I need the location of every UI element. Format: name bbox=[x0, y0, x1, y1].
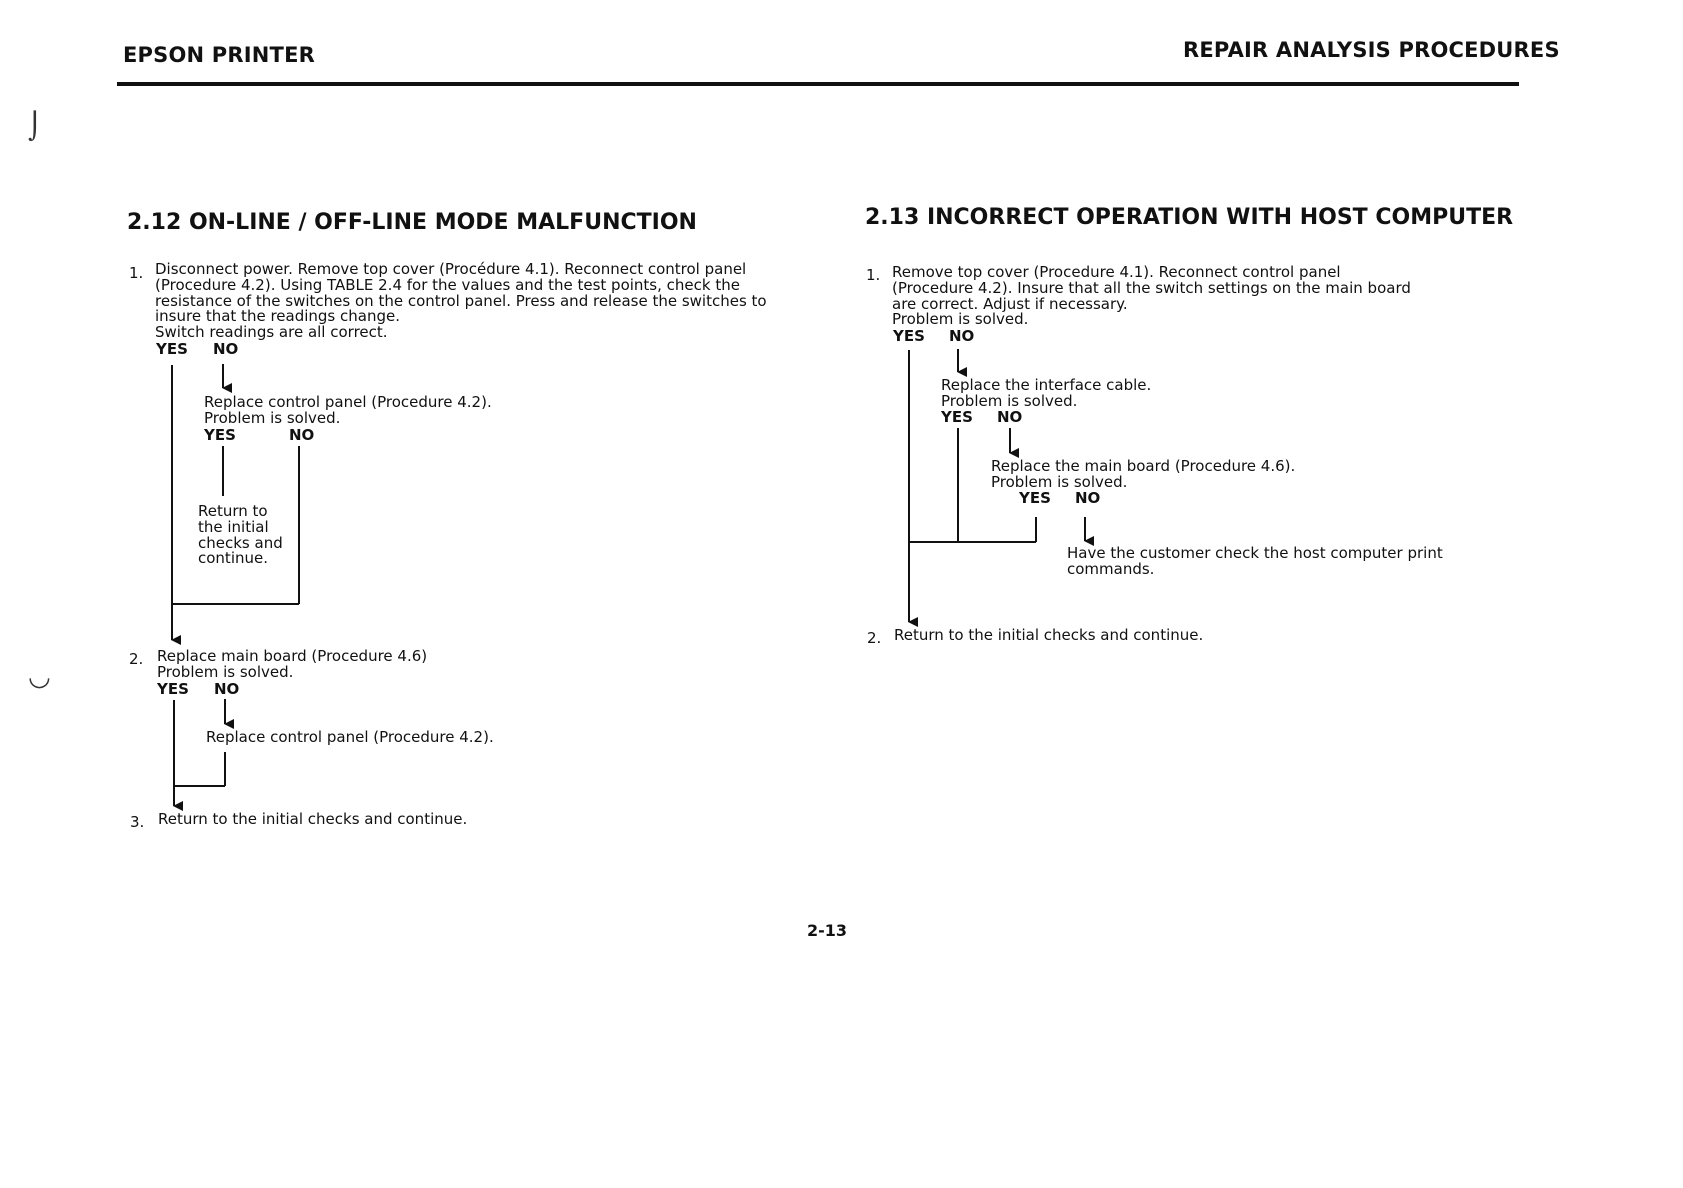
text-line: Replace the interface cable. bbox=[941, 376, 1152, 394]
step3-text: Return to the initial checks and continue. bbox=[158, 810, 468, 828]
text-line: Problem is solved. bbox=[157, 662, 294, 681]
no-label: NO bbox=[213, 340, 239, 358]
text-line: Disconnect power. Remove top cover (Procédure 4.1). Reconnect control panel bbox=[155, 260, 747, 278]
text-line: Replace control panel (Procedure 4.2). bbox=[204, 393, 492, 411]
yes-label: YES bbox=[157, 680, 189, 698]
text-line: insure that the readings change. bbox=[155, 307, 400, 326]
text-line: checks and bbox=[198, 533, 283, 552]
text-line: Problem is solved. bbox=[941, 391, 1078, 410]
text-line: (Procedure 4.2). Insure that all the switch settings on the main board bbox=[892, 278, 1411, 297]
text-line: continue. bbox=[198, 549, 268, 568]
no-label: NO bbox=[214, 680, 240, 698]
text-line: the initial bbox=[198, 517, 269, 536]
no-label: NO bbox=[997, 408, 1023, 426]
text-line: are correct. Adjust if necessary. bbox=[892, 294, 1128, 313]
step-number: 1. bbox=[866, 266, 881, 284]
return-text bbox=[198, 504, 283, 567]
step-number: 2. bbox=[129, 650, 144, 668]
yes-label: YES bbox=[941, 408, 973, 426]
page-number: 2-13 bbox=[807, 921, 848, 940]
text-line: (Procedure 4.2). Using TABLE 2.4 for the values and the test points, check the bbox=[155, 275, 740, 294]
header-left: EPSON PRINTER bbox=[123, 43, 315, 67]
step2-text: Return to the initial checks and continue. bbox=[894, 626, 1204, 644]
text-line: Return to bbox=[198, 502, 268, 520]
text-line: Have the customer check the host computer print bbox=[1067, 544, 1443, 562]
text-line: Problem is solved. bbox=[892, 310, 1029, 329]
no-label: NO bbox=[949, 327, 975, 345]
step2-text bbox=[157, 649, 427, 681]
text-line: Problem is solved. bbox=[991, 472, 1128, 491]
step1-text bbox=[892, 265, 1411, 328]
replace-panel-text bbox=[204, 395, 492, 427]
text-line: Switch readings are all correct. bbox=[155, 323, 388, 342]
section-title-2-12: 2.12 ON-LINE / OFF-LINE MODE MALFUNCTION bbox=[127, 210, 697, 235]
yes-label: YES bbox=[893, 327, 925, 345]
text-line: Replace main board (Procedure 4.6) bbox=[157, 647, 428, 665]
yes-label: YES bbox=[204, 426, 236, 444]
step-number: 1. bbox=[129, 264, 144, 282]
text-line: Replace the main board (Procedure 4.6). bbox=[991, 457, 1296, 475]
margin-mark: ◡ bbox=[28, 662, 51, 692]
no-label: NO bbox=[1075, 489, 1101, 507]
text-line: Problem is solved. bbox=[204, 408, 341, 427]
mainboard-text bbox=[991, 459, 1295, 491]
text-line: Remove top cover (Procedure 4.1). Reconnect control panel bbox=[892, 263, 1341, 281]
text-line: commands. bbox=[1067, 559, 1155, 578]
customer-text bbox=[1067, 546, 1443, 578]
step-number: 3. bbox=[130, 813, 145, 831]
margin-mark: ⌡ bbox=[28, 112, 42, 142]
step-number: 2. bbox=[867, 629, 882, 647]
text-line: resistance of the switches on the control panel. Press and release the switches to bbox=[155, 291, 767, 310]
yes-label: YES bbox=[1019, 489, 1051, 507]
step1-text bbox=[155, 262, 767, 341]
step2-action: Replace control panel (Procedure 4.2). bbox=[206, 728, 494, 746]
header-right: REPAIR ANALYSIS PROCEDURES bbox=[1183, 38, 1560, 62]
yes-label: YES bbox=[156, 340, 188, 358]
section-title-2-13: 2.13 INCORRECT OPERATION WITH HOST COMPUTER bbox=[865, 205, 1514, 230]
cable-text bbox=[941, 378, 1151, 410]
no-label: NO bbox=[289, 426, 315, 444]
